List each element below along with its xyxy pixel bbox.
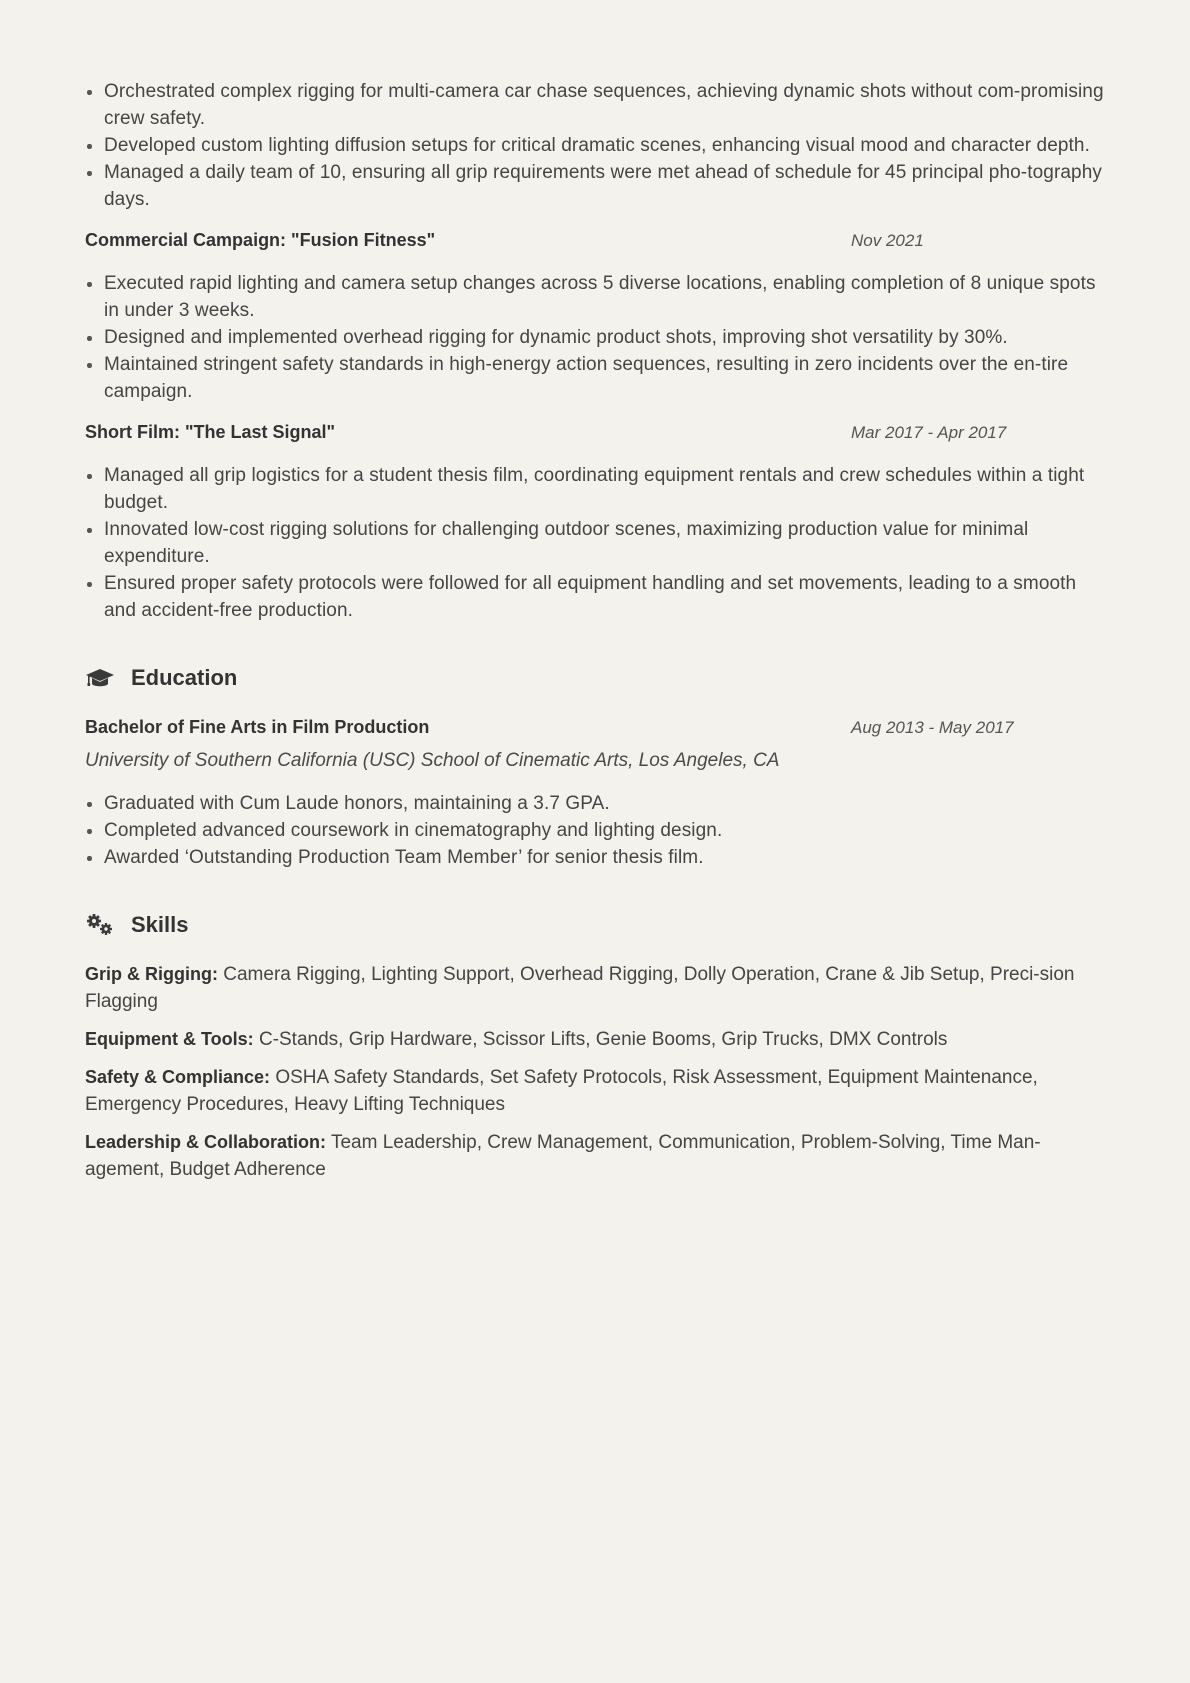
list-item: Ensured proper safety protocols were followed for all equipment handling and set movements, leading to a smooth and accident-free production.: [85, 570, 1105, 624]
skill-label: Safety & Compliance:: [85, 1067, 271, 1087]
project-header: [85, 419, 1105, 446]
skills-section-header: [85, 909, 1105, 941]
project-date: Mar 2017 - Apr 2017: [851, 423, 1007, 442]
section-title: Education: [131, 665, 238, 690]
education-section-header: [85, 662, 1105, 694]
gears-icon: [85, 913, 115, 937]
experience-bullets: [85, 78, 1105, 213]
list-item: Orchestrated complex rigging for multi-camera car chase sequences, achieving dynamic shots without com-promising crew safety.: [85, 78, 1105, 132]
project-bullets: [85, 462, 1105, 624]
project-date: Nov 2021: [851, 231, 924, 250]
education-header: [85, 714, 1105, 741]
list-item: Maintained stringent safety standards in high-energy action sequences, resulting in zero incidents over the en-tire campaign.: [85, 351, 1105, 405]
project-header: [85, 227, 1105, 254]
skill-group: [85, 1026, 1105, 1053]
skill-label: Equipment & Tools:: [85, 1029, 254, 1049]
education-bullets: [85, 790, 1105, 871]
skill-group: [85, 961, 1105, 1015]
project-title: Short Film: "The Last Signal": [85, 422, 336, 442]
degree-title: Bachelor of Fine Arts in Film Production: [85, 717, 430, 737]
skill-text: OSHA Safety Standards, Set Safety Protocols, Risk Assessment, Equipment Maintenance, Emergency Procedures, Heavy Lifting Techniques: [85, 1067, 1038, 1115]
list-item: Awarded ‘Outstanding Production Team Member’ for senior thesis film.: [85, 844, 1105, 871]
skill-group: [85, 1129, 1105, 1183]
list-item: Managed all grip logistics for a student thesis film, coordinating equipment rentals and crew schedules within a tight budget.: [85, 462, 1105, 516]
project-bullets: [85, 270, 1105, 405]
project-title: Commercial Campaign: "Fusion Fitness": [85, 230, 436, 250]
list-item: Designed and implemented overhead rigging for dynamic product shots, improving shot versatility by 30%.: [85, 324, 1105, 351]
school-name: University of Southern California (USC) School of Cinematic Arts, Los Angeles, CA: [85, 750, 780, 771]
skill-label: Leadership & Collaboration:: [85, 1132, 327, 1152]
graduation-cap-icon: [85, 666, 115, 690]
skill-group: [85, 1064, 1105, 1118]
list-item: Managed a daily team of 10, ensuring all grip requirements were met ahead of schedule for 45 principal pho-tography days.: [85, 159, 1105, 213]
skill-label: Grip & Rigging:: [85, 964, 218, 984]
list-item: Innovated low-cost rigging solutions for challenging outdoor scenes, maximizing production value for minimal expenditure.: [85, 516, 1105, 570]
list-item: Executed rapid lighting and camera setup changes across 5 diverse locations, enabling completion of 8 unique spots in under 3 weeks.: [85, 270, 1105, 324]
list-item: Completed advanced coursework in cinematography and lighting design.: [85, 817, 1105, 844]
education-date: Aug 2013 - May 2017: [851, 718, 1014, 737]
list-item: Graduated with Cum Laude honors, maintaining a 3.7 GPA.: [85, 790, 1105, 817]
skill-text: Camera Rigging, Lighting Support, Overhead Rigging, Dolly Operation, Crane & Jib Setup, Preci-sion Flagging: [85, 964, 1075, 1012]
skill-text: C-Stands, Grip Hardware, Scissor Lifts, Genie Booms, Grip Trucks, DMX Controls: [258, 1029, 948, 1050]
resume-content: [85, 78, 1105, 1194]
list-item: Developed custom lighting diffusion setups for critical dramatic scenes, enhancing visual mood and character depth.: [85, 132, 1105, 159]
section-title: Skills: [131, 912, 189, 937]
skill-text: Team Leadership, Crew Management, Communication, Problem-Solving, Time Man-agement, Budget Adherence: [85, 1132, 1041, 1180]
